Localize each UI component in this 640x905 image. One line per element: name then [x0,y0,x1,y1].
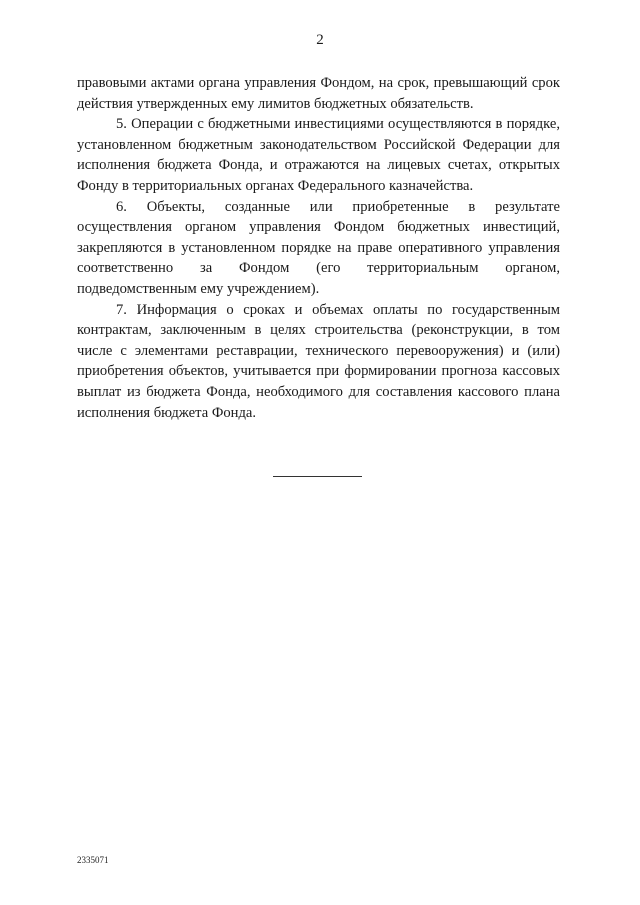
document-code: 2335071 [77,855,109,865]
paragraph-item-7: 7. Информация о сроках и объемах оплаты по государственным контрактам, заключенным в целях строительства (реконструкции, в том числе с элементами реставрации, технического перевооружения) и (или) приобретения объектов, учитывается при формировании прогноза кассовых выплат из бюджета Фонда, необходимого для составления кассового плана исполнения бюджета Фонда. [77,301,560,421]
paragraph-continuation: правовыми актами органа управления Фондом, на срок, превышающий срок действия утвержденных ему лимитов бюджетных обязательств. [77,75,560,112]
paragraph-item-5: 5. Операции с бюджетными инвестициями осуществляются в порядке, установленном бюджетным законодательством Российской Федерации для исполнения бюджета Фонда, и отражаются на лицевых счетах, открытых Фонду в территориальных органах Федерального казначейства. [77,116,560,194]
document-body [77,73,560,423]
end-divider-line [273,476,362,477]
paragraph-item-6: 6. Объекты, созданные или приобретенные в результате осуществления органом управления Фондом бюджетных инвестиций, закрепляются в установленном порядке на праве оперативного управления соответственно за Фондом (его территориальным органом, подведомственным ему учреждением). [77,198,560,297]
page-number: 2 [316,32,324,48]
